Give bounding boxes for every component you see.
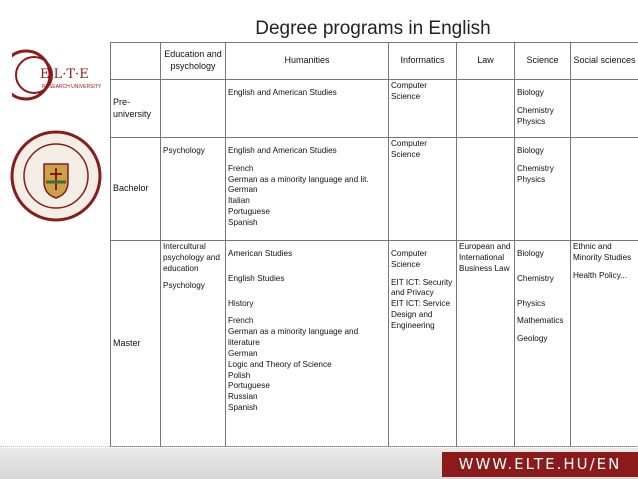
elte-logo <box>12 42 102 108</box>
list-item: Physics <box>517 174 546 184</box>
cell-bachelor-education <box>161 138 226 241</box>
list-item: Portuguese <box>228 381 270 391</box>
university-seal-icon <box>8 128 104 224</box>
cell-pre-informatics <box>389 80 457 138</box>
list-item: Chemistry <box>517 273 554 283</box>
list-item: Chemistry <box>517 163 554 173</box>
table-row <box>111 138 638 241</box>
list-item: Physics <box>517 116 546 126</box>
list-item: Ethnic and Minority Studies <box>573 242 632 262</box>
list-item: Mathematics <box>517 316 564 326</box>
list-item: European and International Business Law <box>459 242 511 273</box>
footer-url[interactable]: WWW.ELTE.HU/EN <box>442 452 638 477</box>
cell-master-informatics <box>389 241 457 447</box>
list-item: EIT ICT: Security and Privacy <box>391 277 453 298</box>
header-humanities: Humanities <box>226 43 389 80</box>
cell-pre-education <box>161 80 226 138</box>
cell-bachelor-humanities <box>226 138 389 241</box>
list-item: Geology <box>517 334 548 344</box>
cell-master-education <box>161 241 226 447</box>
header-science: Science <box>515 43 571 80</box>
list-item: Logic and Theory of Science <box>228 359 332 369</box>
list-item: Biology <box>517 249 544 258</box>
list-item: History <box>228 298 254 308</box>
header-corner <box>111 43 161 80</box>
table-row <box>111 241 638 447</box>
list-item: Psychology <box>163 146 205 155</box>
page-title: Degree programs in English <box>255 18 491 39</box>
list-item: Spanish <box>228 217 258 227</box>
list-item: Portuguese <box>228 207 270 217</box>
cell-master-law <box>457 241 515 447</box>
table-row <box>111 80 638 138</box>
row-label-master: Master <box>111 241 161 447</box>
list-item: French <box>228 316 254 326</box>
list-item: Biology <box>517 88 544 97</box>
cell-bachelor-social <box>571 138 638 241</box>
list-item: Computer Science <box>391 249 427 269</box>
header-law: Law <box>457 43 515 80</box>
degree-programs-table <box>110 42 638 447</box>
cell-master-science <box>515 241 571 447</box>
list-item: EIT ICT: Service Design and Engineering <box>391 299 450 330</box>
row-label-bachelor: Bachelor <box>111 138 161 241</box>
logo-text: E·L·T·E <box>40 67 89 82</box>
list-item: Biology <box>517 146 544 155</box>
list-item: German <box>228 185 258 195</box>
list-item: Physics <box>517 298 546 308</box>
cell-master-humanities <box>226 241 389 447</box>
list-item: Health Policy... <box>573 270 627 280</box>
row-label-preuniversity: Pre-university <box>111 80 161 138</box>
list-item: Russian <box>228 392 258 402</box>
logo-subtext: RESEARCH UNIVERSITY <box>42 84 102 90</box>
header-social: Social sciences <box>571 43 638 80</box>
header-education: Education and psychology <box>161 43 226 80</box>
list-item: Chemistry <box>517 105 554 115</box>
list-item: Spanish <box>228 403 258 413</box>
header-informatics: Informatics <box>389 43 457 80</box>
list-item: Computer Science <box>391 139 427 159</box>
cell-master-social <box>571 241 638 447</box>
cell-pre-law <box>457 80 515 138</box>
list-item: French <box>228 163 254 173</box>
left-logo-panel <box>0 0 108 448</box>
list-item: Italian <box>228 196 250 206</box>
list-item: Intercultural psychology and education <box>163 242 220 273</box>
list-item: German <box>228 348 258 358</box>
list-item: English and American Studies <box>228 88 337 97</box>
list-item: Polish <box>228 370 251 380</box>
table-header-row <box>111 43 638 80</box>
list-item: German as a minority language and lit. <box>228 174 369 184</box>
cell-bachelor-science <box>515 138 571 241</box>
cell-pre-science <box>515 80 571 138</box>
list-item: English Studies <box>228 273 285 283</box>
list-item: German as a minority language and literature <box>228 327 359 348</box>
list-item: Psychology <box>163 281 205 291</box>
cell-bachelor-informatics <box>389 138 457 241</box>
list-item: American Studies <box>228 249 293 258</box>
list-item: Computer Science <box>391 81 427 101</box>
cell-pre-humanities <box>226 80 389 138</box>
list-item: English and American Studies <box>228 146 337 155</box>
cell-pre-social <box>571 80 638 138</box>
cell-bachelor-law <box>457 138 515 241</box>
